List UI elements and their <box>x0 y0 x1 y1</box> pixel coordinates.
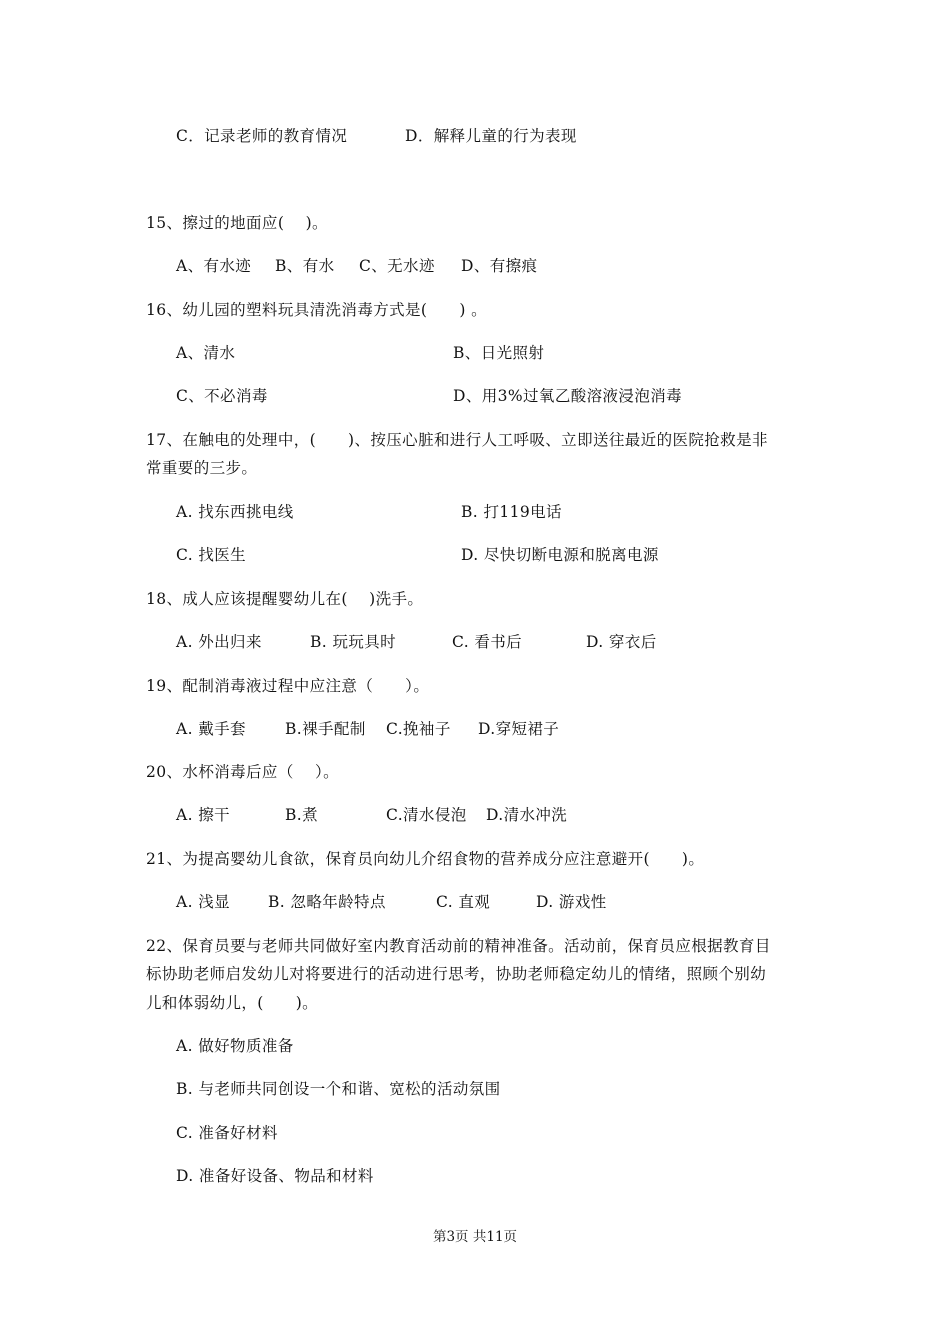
q17-stem-line1: 17、在触电的处理中，( )、按压心脏和进行人工呼吸、立即送往最近的医院抢救是非 <box>146 431 768 449</box>
q15-stem: 15、擦过的地面应( )。 <box>146 214 328 232</box>
q16-option-c: C、不必消毒 <box>176 387 268 405</box>
q17-option-d: D. 尽快切断电源和脱离电源 <box>461 546 659 564</box>
q21-option-d: D. 游戏性 <box>536 893 607 911</box>
q22-option-b: B. 与老师共同创设一个和谐、宽松的活动氛围 <box>176 1080 501 1098</box>
q15-option-b: B、有水 <box>275 257 335 275</box>
q18-stem: 18、成人应该提醒婴幼儿在( )洗手。 <box>146 590 424 608</box>
q22-stem-line3: 儿和体弱幼儿，( )。 <box>146 994 319 1012</box>
q14-option-d: D．解释儿童的行为表现 <box>405 127 577 145</box>
q19-option-c: C.挽袖子 <box>386 720 451 738</box>
q20-stem: 20、水杯消毒后应（ ）。 <box>146 763 340 781</box>
q18-option-b: B. 玩玩具时 <box>310 633 397 651</box>
q22-option-d: D. 准备好设备、物品和材料 <box>176 1167 374 1185</box>
q18-option-d: D. 穿衣后 <box>586 633 657 651</box>
q21-option-b: B. 忽略年龄特点 <box>268 893 386 911</box>
q20-option-b: B.煮 <box>285 806 319 824</box>
q21-stem: 21、为提高婴幼儿食欲，保育员向幼儿介绍食物的营养成分应注意避开( )。 <box>146 850 705 868</box>
q17-option-c: C. 找医生 <box>176 546 247 564</box>
q17-option-a: A. 找东西挑电线 <box>176 503 294 521</box>
q17-option-b: B. 打119电话 <box>461 503 562 521</box>
q22-stem-line2: 标协助老师启发幼儿对将要进行的活动进行思考，协助老师稳定幼儿的情绪，照顾个别幼 <box>146 965 767 983</box>
q22-option-c: C. 准备好材料 <box>176 1124 278 1142</box>
q16-stem: 16、幼儿园的塑料玩具清洗消毒方式是( ) 。 <box>146 301 488 319</box>
q20-option-a: A. 擦干 <box>176 806 231 824</box>
q20-option-d: D.清水冲洗 <box>486 806 568 824</box>
q22-stem-line1: 22、保育员要与老师共同做好室内教育活动前的精神准备。活动前，保育员应根据教育目 <box>146 937 771 955</box>
q21-option-c: C. 直观 <box>436 893 491 911</box>
q16-option-b: B、日光照射 <box>453 344 545 362</box>
q17-stem-line2: 常重要的三步。 <box>146 459 258 477</box>
q18-option-c: C. 看书后 <box>452 633 523 651</box>
q15-option-a: A、有水迹 <box>176 257 252 275</box>
q19-option-d: D.穿短裙子 <box>478 720 560 738</box>
q19-option-a: A. 戴手套 <box>176 720 246 738</box>
q15-option-c: C、无水迹 <box>359 257 435 275</box>
q16-option-a: A、清水 <box>176 344 236 362</box>
q21-option-a: A. 浅显 <box>176 893 231 911</box>
q15-option-d: D、有擦痕 <box>461 257 538 275</box>
q18-option-a: A. 外出归来 <box>176 633 262 651</box>
q19-option-b: B.裸手配制 <box>285 720 366 738</box>
page-number-footer: 第3页 共11页 <box>432 1229 518 1245</box>
q16-option-d: D、用3%过氧乙酸溶液浸泡消毒 <box>453 387 683 405</box>
q22-option-a: A. 做好物质准备 <box>176 1037 294 1055</box>
q14-option-c: C．记录老师的教育情况 <box>176 127 348 145</box>
q20-option-c: C.清水侵泡 <box>386 806 467 824</box>
q19-stem: 19、配制消毒液过程中应注意（ ）。 <box>146 677 430 695</box>
